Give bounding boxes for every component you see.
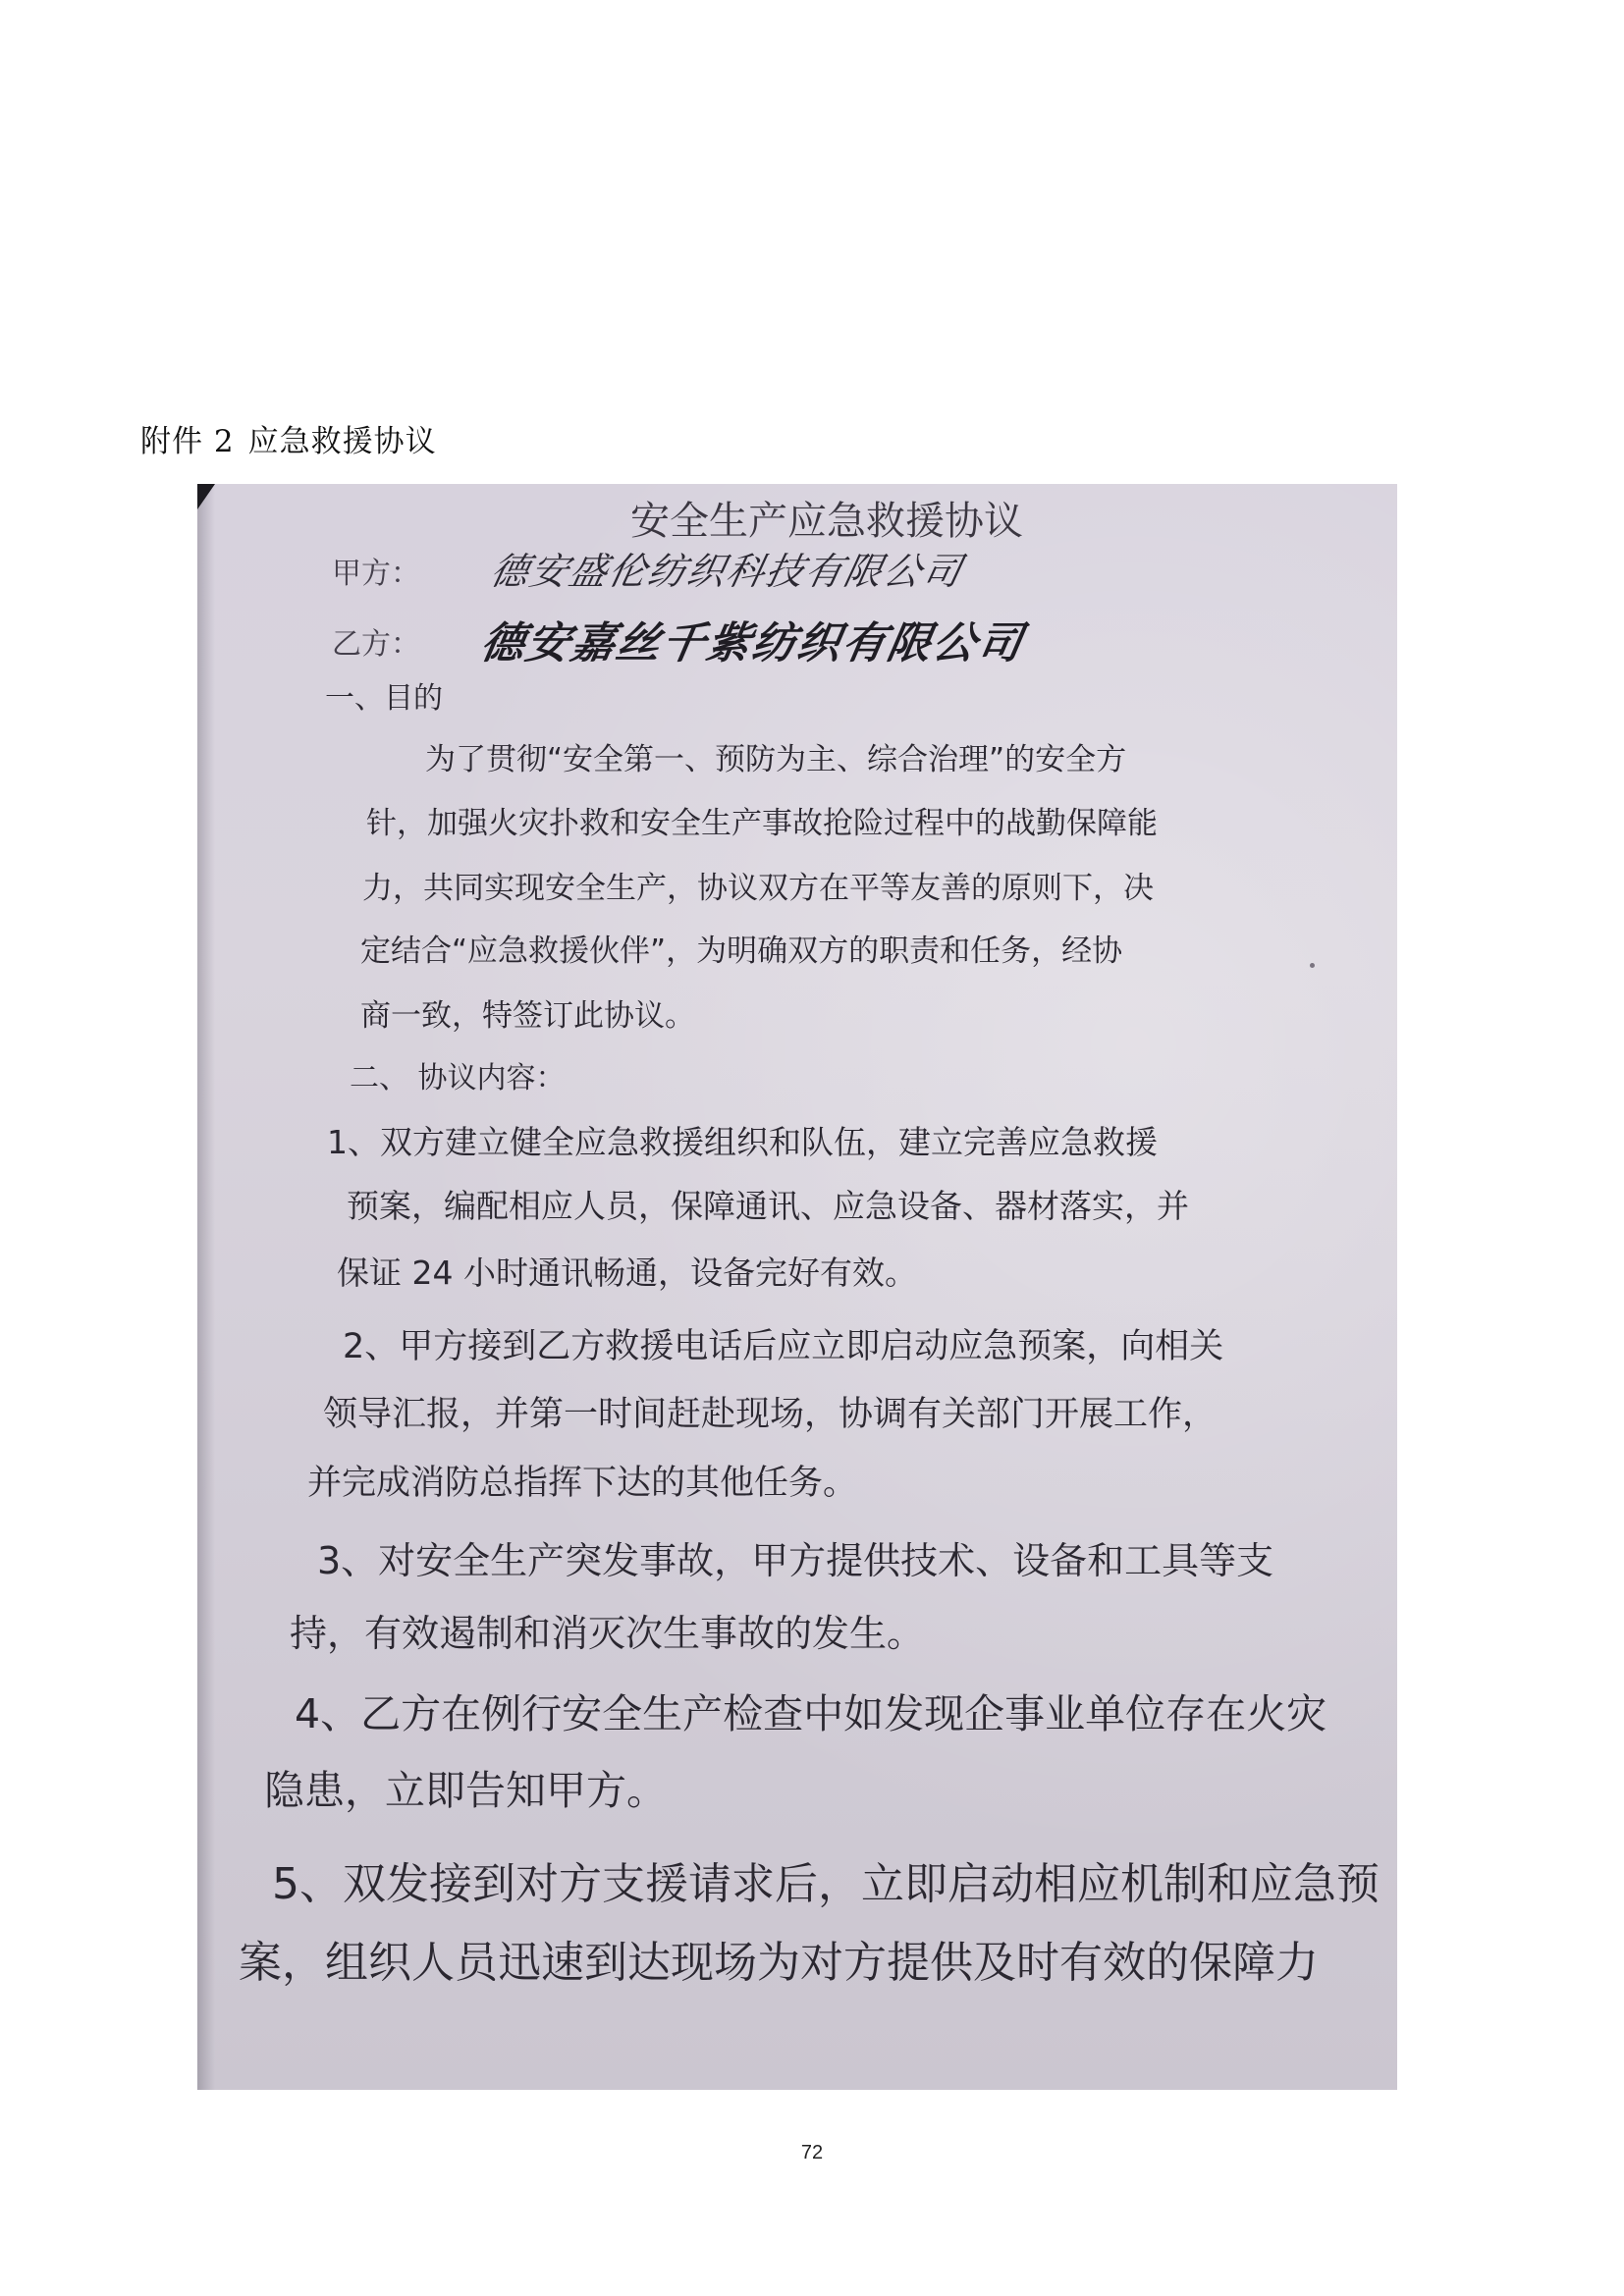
party-a-handwritten-name: 德安盛伦纺织科技有限公司 [486, 550, 967, 593]
purpose-line: 定结合“应急救援伙伴”，为明确双方的职责和任务，经协 [360, 934, 1123, 969]
item-3-line: 持，有效遏制和消灭次生事故的发生。 [290, 1612, 925, 1655]
item-4-line: 4、乙方在例行安全生产检查中如发现企事业单位存在火灾 [295, 1690, 1327, 1737]
item-2-line: 领导汇报，并第一时间赶赴现场，协调有关部门开展工作， [323, 1395, 1218, 1434]
item-1-line: 预案，编配相应人员，保障通讯、应急设备、器材落实，并 [347, 1187, 1189, 1225]
item-2-line: 并完成消防总指挥下达的其他任务。 [307, 1464, 858, 1503]
photo-shadow [197, 484, 215, 2090]
purpose-line: 力，共同实现安全生产，协议双方在平等友善的原则下，决 [362, 871, 1154, 906]
section-content-heading: 二、 协议内容： [350, 1061, 566, 1095]
party-b-label: 乙方： [332, 627, 420, 662]
purpose-line: 针，加强火灾扑救和安全生产事故抢险过程中的战勤保障能 [366, 806, 1158, 841]
item-2-line: 2、甲方接到乙方救援电话后应立即启动应急预案，向相关 [343, 1327, 1224, 1366]
item-4-line: 隐患，立即告知甲方。 [264, 1767, 667, 1814]
section-purpose-heading: 一、目的 [325, 681, 443, 716]
attachment-heading [140, 416, 437, 460]
photo-speck [1310, 963, 1315, 968]
agreement-photo [197, 484, 1397, 2090]
purpose-line: 为了贯彻“安全第一、预防为主、综合治理”的安全方 [425, 742, 1127, 777]
page-number: 72 [800, 2142, 824, 2163]
item-5-line: 5、双发接到对方支援请求后，立即启动相应机制和应急预 [272, 1859, 1380, 1909]
agreement-title: 安全生产应急救援协议 [630, 499, 1023, 544]
item-1-line: 保证 24 小时通讯畅通，设备完好有效。 [337, 1254, 917, 1292]
item-5-line: 案，组织人员迅速到达现场为对方提供及时有效的保障力 [239, 1938, 1319, 1988]
item-3-line: 3、对安全生产突发事故，甲方提供技术、设备和工具等支 [317, 1539, 1274, 1582]
photo-dark-corner [197, 484, 215, 509]
party-b-handwritten-name: 德安嘉丝千紫纺织有限公司 [476, 618, 1028, 668]
item-1-line: 1、双方建立健全应急救援组织和队伍，建立完善应急救援 [327, 1123, 1158, 1161]
attachment-title: 应急救援协议 [247, 424, 437, 459]
party-a-label: 甲方： [332, 557, 420, 591]
attachment-label: 附件 2 [140, 424, 235, 459]
purpose-line: 商一致，特签订此协议。 [360, 998, 695, 1034]
